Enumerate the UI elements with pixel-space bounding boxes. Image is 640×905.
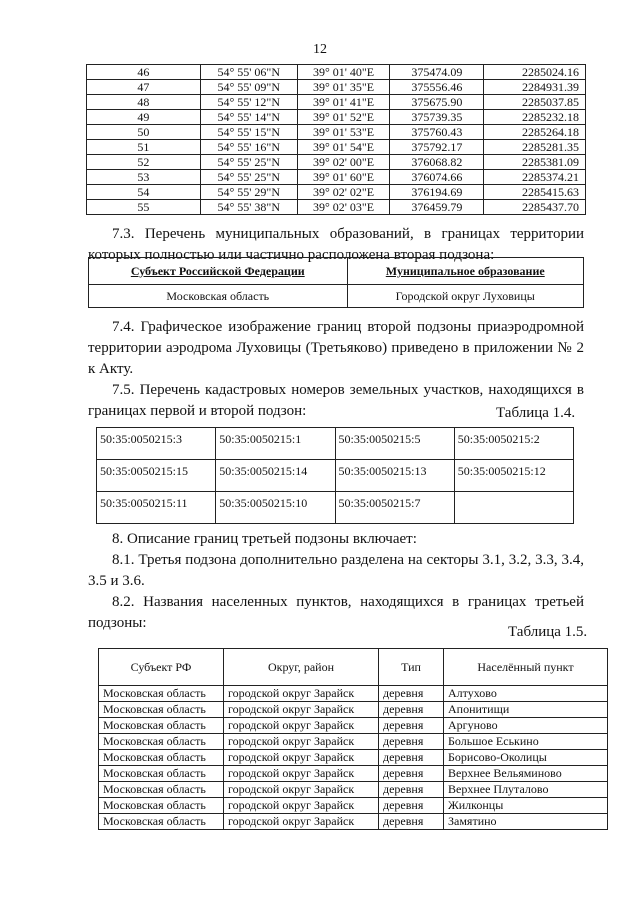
paragraph-8-1: 8.1. Третья подзона дополнительно разделена на секторы 3.1, 3.2, 3.3, 3.4, 3.5 и 3.6.	[88, 552, 584, 589]
table-cell: 39° 01' 53"E	[297, 125, 390, 140]
table-cell	[454, 492, 573, 524]
table-cell: Верхнее Вельяминово	[444, 766, 608, 782]
table-cell: Московская область	[99, 734, 224, 750]
table-cell: Жилконцы	[444, 798, 608, 814]
table-cell: городской округ Зарайск	[224, 734, 379, 750]
table-row	[99, 750, 608, 766]
table-cell: 2285415.63	[484, 185, 586, 200]
table-cell: 50:35:0050215:5	[335, 428, 454, 460]
table-cell: городской округ Зарайск	[224, 686, 379, 702]
table-cell: 50:35:0050215:3	[97, 428, 216, 460]
table-cell: городской округ Зарайск	[224, 798, 379, 814]
table-row	[97, 428, 574, 460]
table-row	[97, 492, 574, 524]
table-cell: деревня	[379, 766, 444, 782]
table-cell: 54° 55' 15"N	[200, 125, 297, 140]
table-cell: 39° 01' 40"E	[297, 65, 390, 80]
table-cell: городской округ Зарайск	[224, 750, 379, 766]
table-cell: 50:35:0050215:14	[216, 460, 335, 492]
table-cell: городской округ Зарайск	[224, 814, 379, 830]
table-cell: 39° 02' 00"E	[297, 155, 390, 170]
table-cell: 52	[87, 155, 201, 170]
table-cell: 375675.90	[390, 95, 484, 110]
table-cell: 376068.82	[390, 155, 484, 170]
table-cell: 50:35:0050215:2	[454, 428, 573, 460]
table-row	[87, 140, 586, 155]
page-number: 12	[313, 42, 327, 57]
table-cell: 375792.17	[390, 140, 484, 155]
table-cell: Аргуново	[444, 718, 608, 734]
paragraph-7-4: 7.4. Графическое изображение границ второй подзоны приаэродромной территории аэродрома Луховицы (Третьяково) приведено в приложении № 2 к Акту.	[88, 319, 584, 377]
table-cell: 375760.43	[390, 125, 484, 140]
paragraph-7-3: 7.3. Перечень муниципальных образований, в границах территории которых полностью или частично расположена вторая подзона:	[88, 226, 584, 263]
table-cell: 2285024.16	[484, 65, 586, 80]
table-cell: деревня	[379, 718, 444, 734]
table-cell: Борисово-Околицы	[444, 750, 608, 766]
table-cell: 39° 01' 54"E	[297, 140, 390, 155]
table-cell: Московская область	[99, 814, 224, 830]
table-cell: 54° 55' 29"N	[200, 185, 297, 200]
table-row	[87, 185, 586, 200]
table-row	[87, 80, 586, 95]
table-cell: 39° 02' 02"E	[297, 185, 390, 200]
table-cell: 2285374.21	[484, 170, 586, 185]
table-cell: 50:35:0050215:13	[335, 460, 454, 492]
table-cell: Городской округ Луховицы	[347, 285, 583, 308]
table-cell: 39° 01' 52"E	[297, 110, 390, 125]
table-cell: городской округ Зарайск	[224, 702, 379, 718]
table-cell: 54° 55' 14"N	[200, 110, 297, 125]
table-cell: городской округ Зарайск	[224, 718, 379, 734]
table-cell: деревня	[379, 734, 444, 750]
table-cell: 39° 01' 60"E	[297, 170, 390, 185]
table-cell: 50:35:0050215:7	[335, 492, 454, 524]
table-row	[99, 766, 608, 782]
table-cell: Московская область	[99, 750, 224, 766]
table-cell: 375474.09	[390, 65, 484, 80]
table-row	[87, 125, 586, 140]
table-cell: 2285437.70	[484, 200, 586, 215]
table-row	[87, 200, 586, 215]
table-row	[89, 285, 584, 308]
table-cell: Большое Еськино	[444, 734, 608, 750]
table-cell: 50:35:0050215:12	[454, 460, 573, 492]
table-cell: 54° 55' 16"N	[200, 140, 297, 155]
table-cell: 54° 55' 09"N	[200, 80, 297, 95]
coordinates-table	[86, 64, 586, 215]
table-cell: деревня	[379, 782, 444, 798]
table-row	[87, 95, 586, 110]
table-cell: 39° 01' 35"E	[297, 80, 390, 95]
table-row	[99, 686, 608, 702]
table-cell: Апонитищи	[444, 702, 608, 718]
paragraph-7-5: 7.5. Перечень кадастровых номеров земельных участков, находящихся в границах первой и второй подзон:	[88, 382, 584, 419]
table-cell: 375556.46	[390, 80, 484, 95]
table-cell: 54° 55' 06"N	[200, 65, 297, 80]
table-cell: 2285037.85	[484, 95, 586, 110]
table-cell: Московская область	[99, 702, 224, 718]
table-cell: Московская область	[99, 766, 224, 782]
table-1-5-caption: Таблица 1.5.	[508, 624, 588, 640]
paragraph-8: 8. Описание границ третьей подзоны включает:	[112, 531, 417, 547]
table-cell: 53	[87, 170, 201, 185]
table-cell: городской округ Зарайск	[224, 766, 379, 782]
table-cell: 51	[87, 140, 201, 155]
paragraph-8-2: 8.2. Названия населенных пунктов, находящихся в границах третьей подзоны:	[88, 594, 584, 631]
table-cell: 2285232.18	[484, 110, 586, 125]
settle-header-type: Тип	[379, 649, 444, 686]
settlements-table	[98, 648, 608, 830]
table-cell: 50	[87, 125, 201, 140]
table-cell: 54° 55' 38"N	[200, 200, 297, 215]
table-1-4-caption: Таблица 1.4.	[496, 405, 576, 421]
table-cell: 2285281.35	[484, 140, 586, 155]
table-cell: 376074.66	[390, 170, 484, 185]
table-cell: деревня	[379, 750, 444, 766]
table-cell: 376459.79	[390, 200, 484, 215]
table-cell: Московская область	[99, 686, 224, 702]
table-row	[99, 798, 608, 814]
table-cell: Московская область	[99, 782, 224, 798]
table-row	[87, 65, 586, 80]
table-cell: 39° 02' 03"E	[297, 200, 390, 215]
table-row	[87, 155, 586, 170]
table-cell: 2284931.39	[484, 80, 586, 95]
table-cell: Московская область	[99, 718, 224, 734]
table-cell: Московская область	[99, 798, 224, 814]
table-cell: 55	[87, 200, 201, 215]
table-cell: 49	[87, 110, 201, 125]
table-cell: 50:35:0050215:11	[97, 492, 216, 524]
table-cell: 50:35:0050215:1	[216, 428, 335, 460]
table-cell: 54° 55' 12"N	[200, 95, 297, 110]
table-row	[99, 702, 608, 718]
muni-header-municipality: Муниципальное образование	[347, 258, 583, 285]
table-cell: деревня	[379, 686, 444, 702]
table-row	[99, 814, 608, 830]
table-cell: 2285381.09	[484, 155, 586, 170]
table-row	[99, 734, 608, 750]
table-cell: 54	[87, 185, 201, 200]
cadastral-numbers-table	[96, 427, 574, 524]
table-cell: 39° 01' 41"E	[297, 95, 390, 110]
muni-header-subject: Субъект Российской Федерации	[89, 258, 348, 285]
table-cell: Московская область	[89, 285, 348, 308]
table-cell: городской округ Зарайск	[224, 782, 379, 798]
table-row	[99, 782, 608, 798]
table-cell: Верхнее Плуталово	[444, 782, 608, 798]
table-cell: 48	[87, 95, 201, 110]
table-cell: 375739.35	[390, 110, 484, 125]
table-row	[99, 718, 608, 734]
table-cell: Замятино	[444, 814, 608, 830]
settle-header-settlement: Населённый пункт	[444, 649, 608, 686]
table-cell: 50:35:0050215:10	[216, 492, 335, 524]
settle-header-subject: Субъект РФ	[99, 649, 224, 686]
table-cell: 46	[87, 65, 201, 80]
table-row	[97, 460, 574, 492]
table-row	[87, 170, 586, 185]
table-cell: 54° 55' 25"N	[200, 170, 297, 185]
table-cell: Алтухово	[444, 686, 608, 702]
table-cell: 376194.69	[390, 185, 484, 200]
settle-header-district: Округ, район	[224, 649, 379, 686]
table-cell: деревня	[379, 798, 444, 814]
table-cell: деревня	[379, 702, 444, 718]
table-cell: 47	[87, 80, 201, 95]
table-cell: 2285264.18	[484, 125, 586, 140]
table-cell: деревня	[379, 814, 444, 830]
table-cell: 50:35:0050215:15	[97, 460, 216, 492]
table-cell: 54° 55' 25"N	[200, 155, 297, 170]
table-row	[87, 110, 586, 125]
municipalities-table	[88, 257, 584, 308]
